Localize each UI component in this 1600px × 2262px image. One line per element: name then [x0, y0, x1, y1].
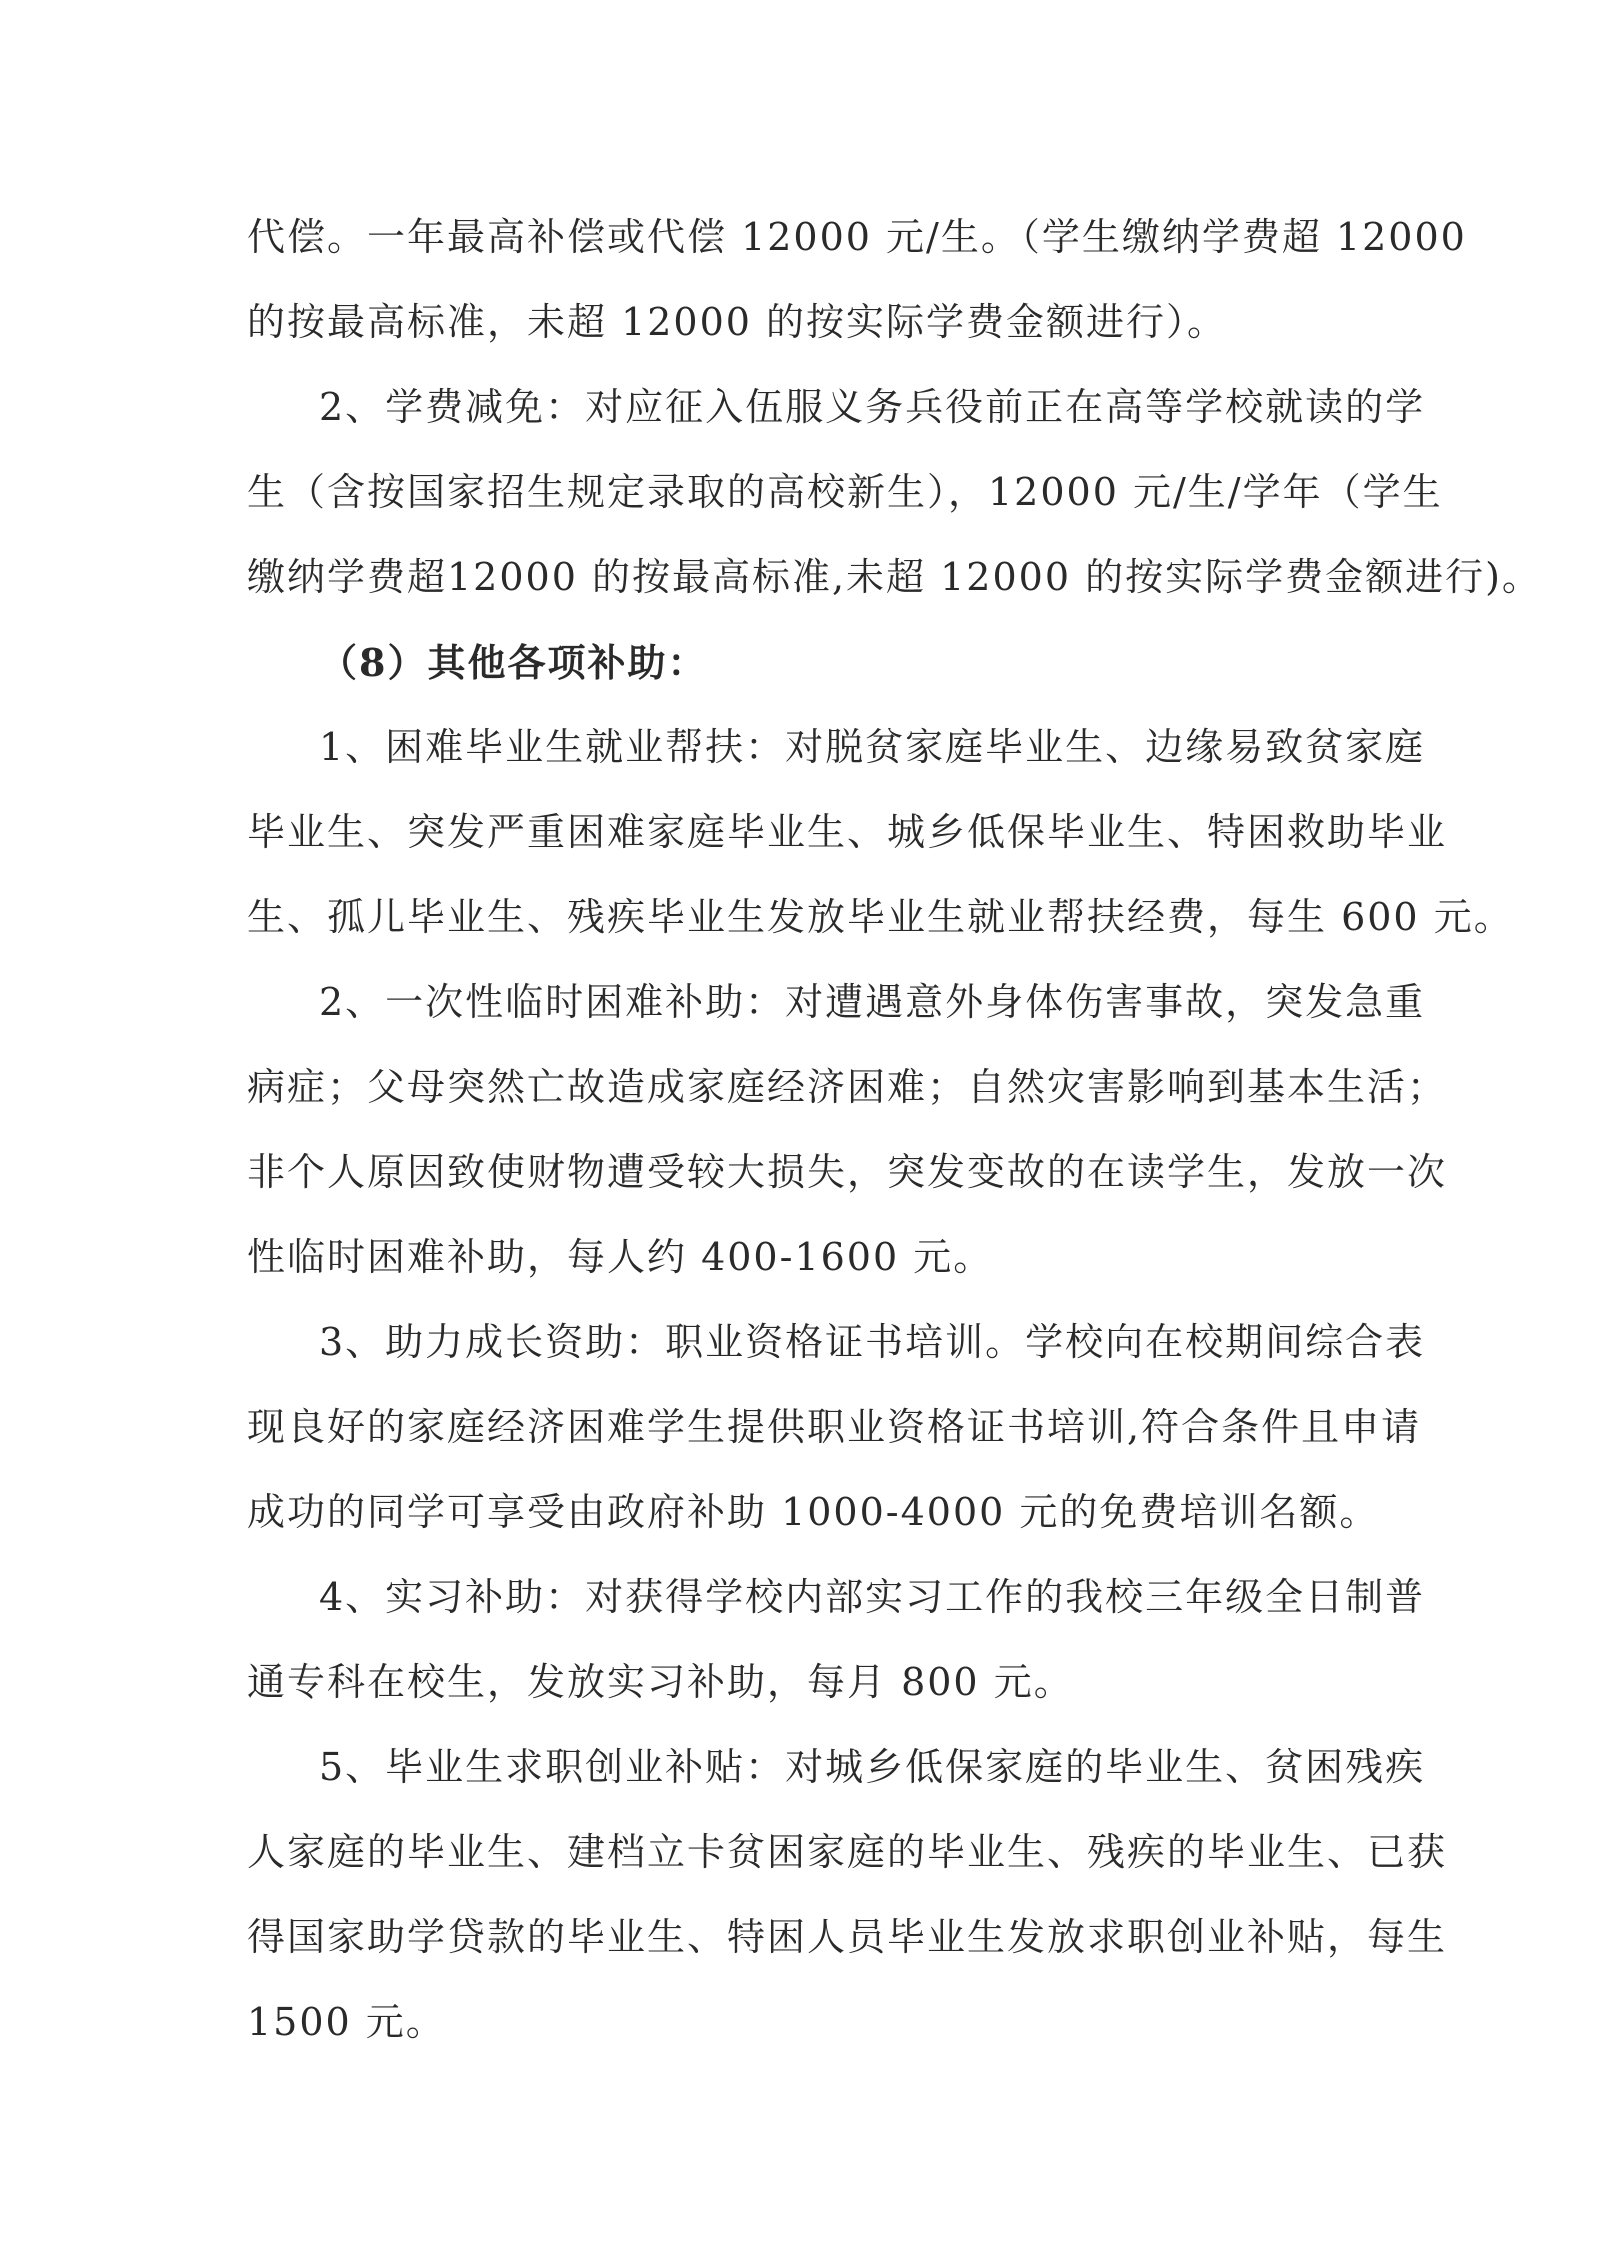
document-body — [247, 195, 1542, 2065]
text-line: 2、一次性临时困难补助：对遭遇意外身体伤害事故，突发急重 — [319, 980, 1426, 1024]
text-line: 4、实习补助：对获得学校内部实习工作的我校三年级全日制普 — [319, 1575, 1426, 1619]
text-line: 非个人原因致使财物遭受较大损失，突发变故的在读学生，发放一次 — [247, 1150, 1448, 1194]
paragraph — [247, 1555, 1426, 1725]
paragraph — [247, 1300, 1426, 1555]
text-line: 1、困难毕业生就业帮扶：对脱贫家庭毕业生、边缘易致贫家庭 — [319, 725, 1426, 769]
text-line: 人家庭的毕业生、建档立卡贫困家庭的毕业生、残疾的毕业生、已获 — [247, 1830, 1448, 1874]
text-line: 的按最高标准，未超 12000 的按实际学费金额进行）。 — [247, 300, 1228, 344]
text-line: 3、助力成长资助：职业资格证书培训。学校向在校期间综合表 — [319, 1320, 1426, 1364]
text-line: 缴纳学费超12000 的按最高标准,未超 12000 的按实际学费金额进行)。 — [247, 555, 1542, 599]
paragraph — [247, 705, 1514, 960]
paragraph — [247, 1725, 1448, 2065]
paragraph — [247, 960, 1448, 1300]
paragraph — [247, 365, 1542, 620]
text-line: 代偿。一年最高补偿或代偿 12000 元/生。（学生缴纳学费超 12000 — [247, 215, 1467, 259]
text-line: （8）其他各项补助： — [319, 640, 708, 685]
text-line: 毕业生、突发严重困难家庭毕业生、城乡低保毕业生、特困救助毕业 — [247, 810, 1448, 854]
paragraph — [247, 195, 1467, 365]
text-line: 得国家助学贷款的毕业生、特困人员毕业生发放求职创业补贴，每生 — [247, 1915, 1448, 1959]
text-line: 通专科在校生，发放实习补助，每月 800 元。 — [247, 1660, 1074, 1704]
text-line: 生、孤儿毕业生、残疾毕业生发放毕业生就业帮扶经费，每生 600 元。 — [247, 895, 1514, 939]
text-line: 现良好的家庭经济困难学生提供职业资格证书培训,符合条件且申请 — [247, 1405, 1422, 1449]
text-line: 1500 元。 — [247, 2000, 446, 2044]
text-line: 5、毕业生求职创业补贴：对城乡低保家庭的毕业生、贫困残疾 — [319, 1745, 1426, 1789]
section-heading — [247, 620, 1369, 705]
text-line: 2、学费减免：对应征入伍服义务兵役前正在高等学校就读的学 — [319, 385, 1426, 429]
text-line: 病症；父母突然亡故造成家庭经济困难；自然灾害影响到基本生活； — [247, 1065, 1448, 1109]
text-line: 成功的同学可享受由政府补助 1000-4000 元的免费培训名额。 — [247, 1490, 1380, 1534]
text-line: 生（含按国家招生规定录取的高校新生），12000 元/生/学年（学生 — [247, 470, 1443, 514]
text-line: 性临时困难补助，每人约 400-1600 元。 — [247, 1235, 994, 1279]
